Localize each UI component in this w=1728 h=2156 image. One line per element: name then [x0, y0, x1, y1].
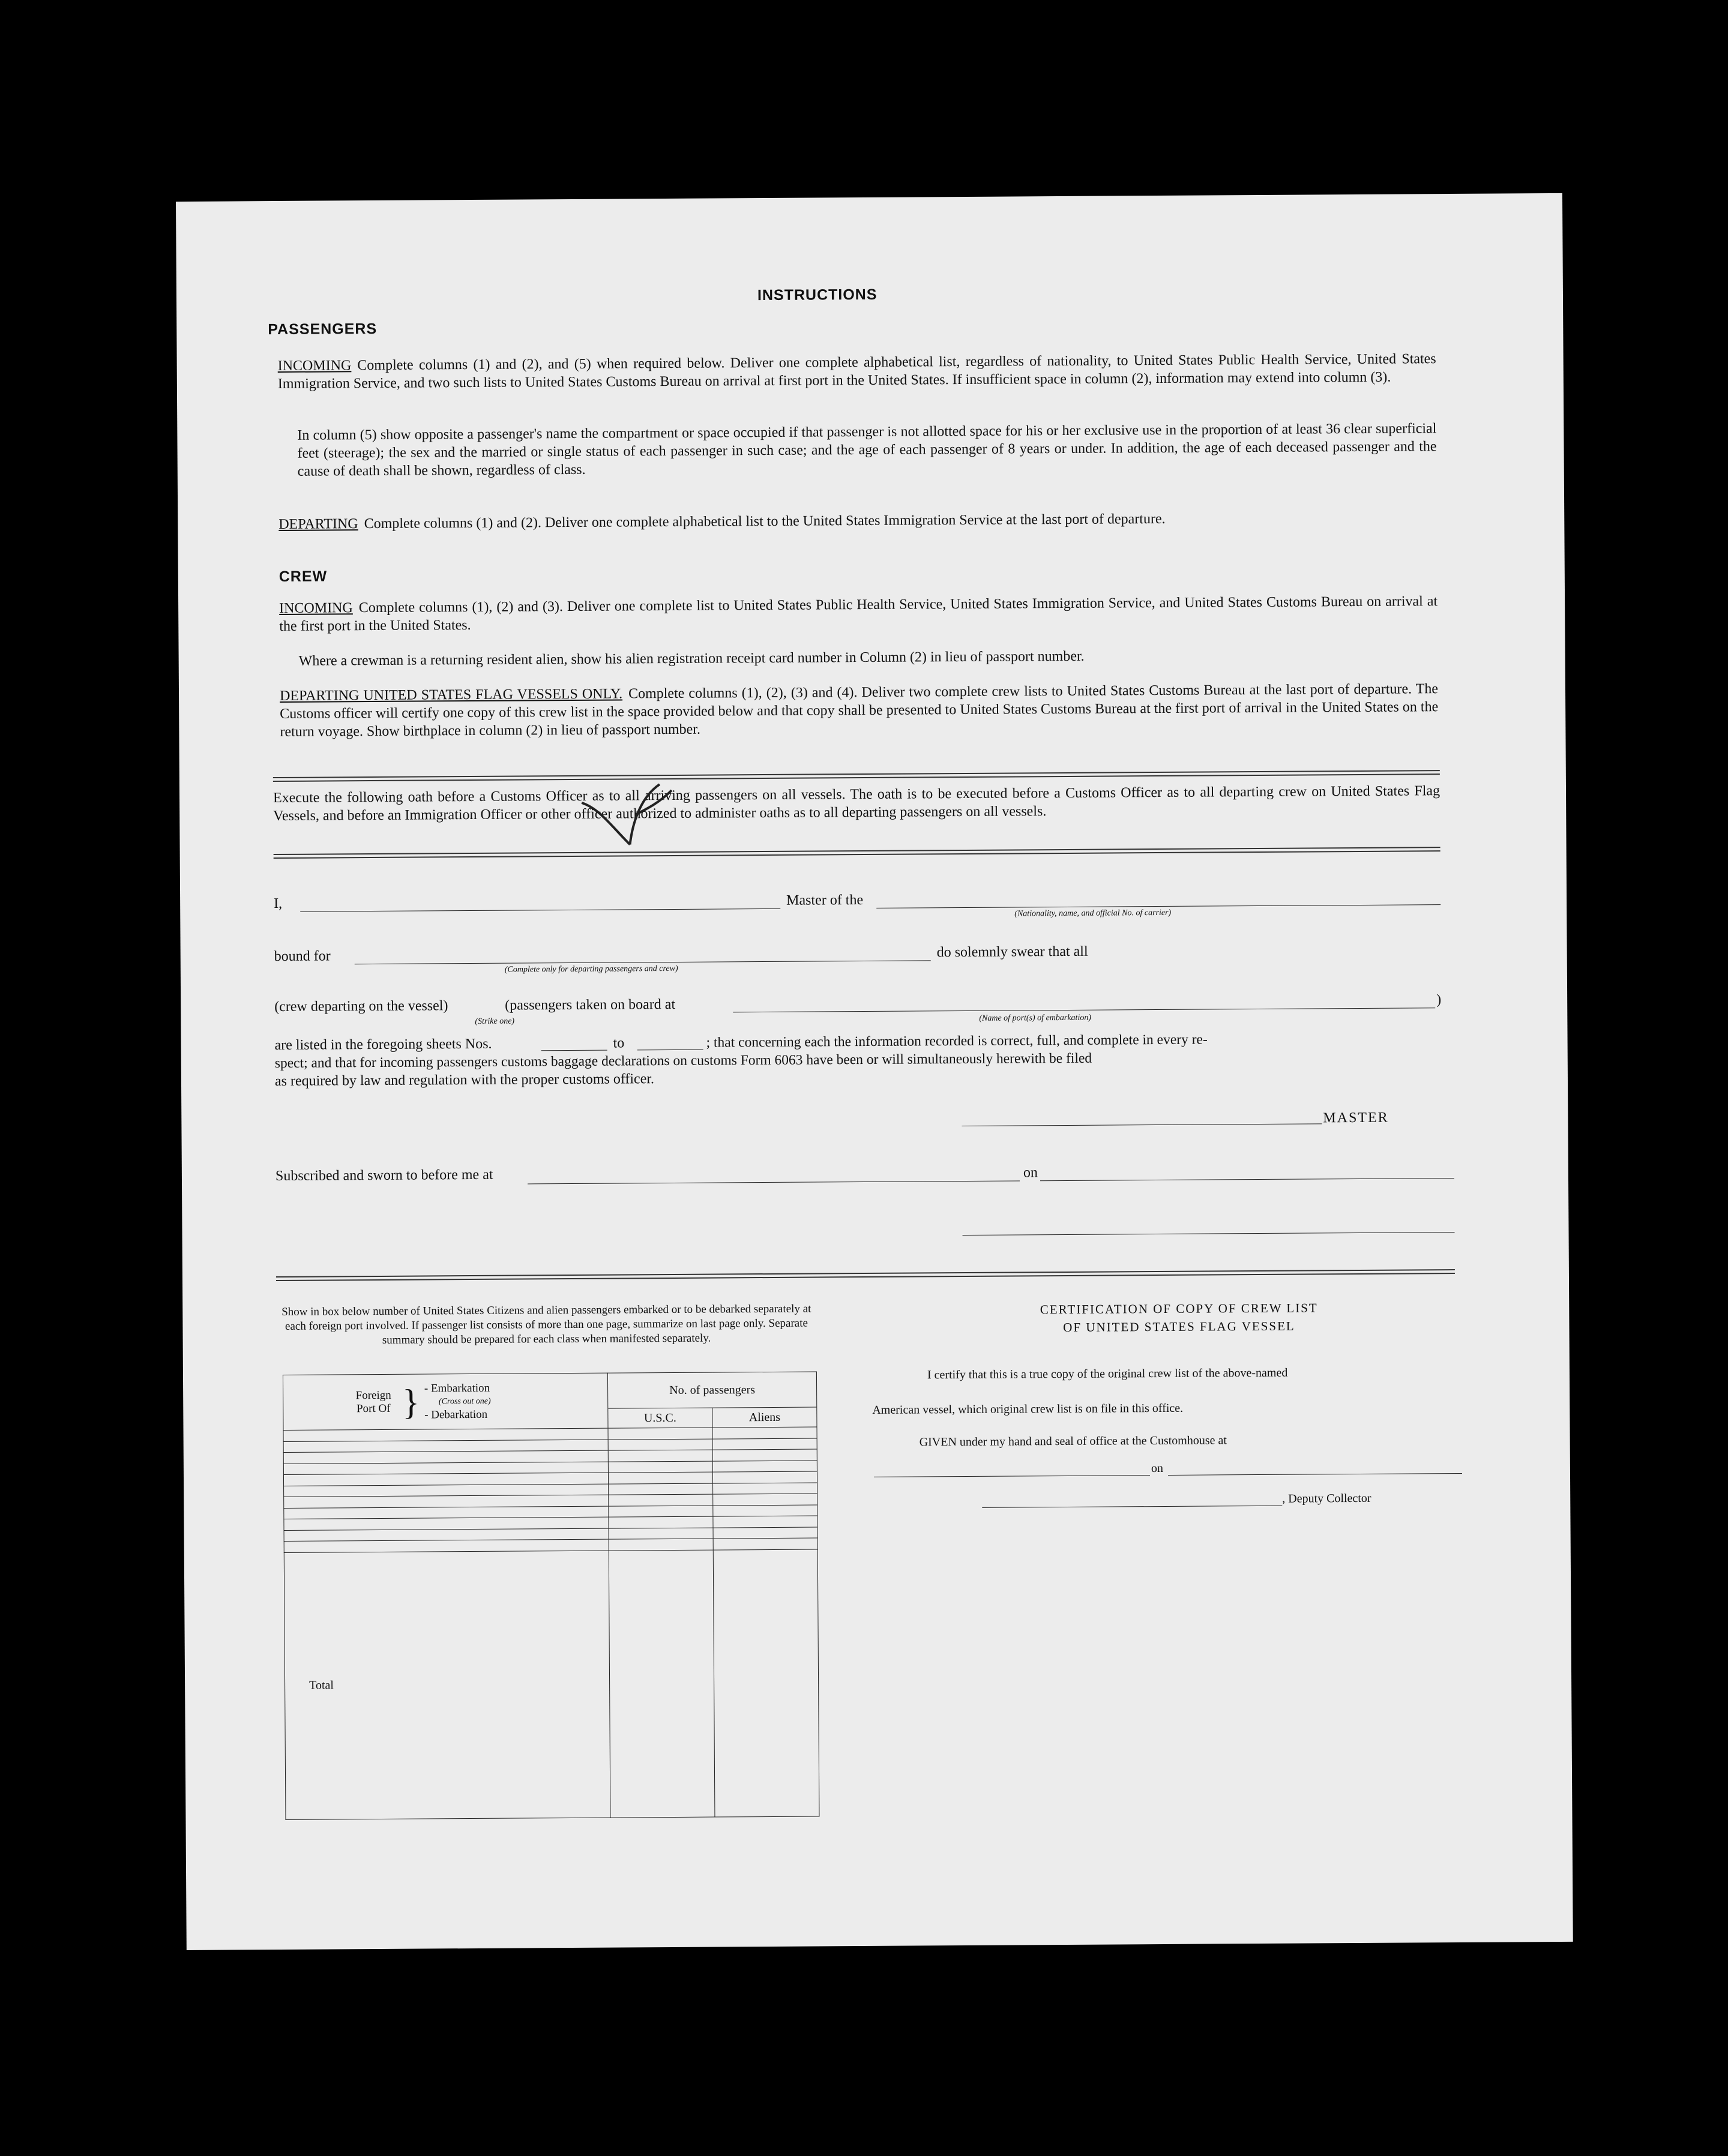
master-name-field[interactable] — [300, 908, 780, 912]
usc-cell[interactable] — [609, 1494, 713, 1506]
listed-to: to — [613, 1035, 625, 1051]
officer-signature-field[interactable] — [963, 1232, 1455, 1236]
aliens-cell[interactable] — [712, 1438, 817, 1450]
passengers-heading: PASSENGERS — [268, 320, 378, 338]
brace-glyph: } — [402, 1382, 420, 1422]
certify-text: I certify that this is a true copy of the original crew list of the above-named — [927, 1366, 1288, 1382]
port-note: (Name of port(s) of embarkation) — [979, 1013, 1092, 1023]
document-title: INSTRUCTIONS — [757, 286, 878, 304]
usc-cell[interactable] — [609, 1506, 713, 1518]
carrier-note: (Nationality, name, and official No. of carrier) — [1014, 908, 1172, 919]
master-label: MASTER — [1323, 1110, 1389, 1126]
oath-intro: Execute the following oath before a Customs Officer as to all arriving passengers on all vessels. The oath is to be executed before a Customs Officer as to all departing crew on United States Flag Vessels, and before an Immigration Officer or other officer authorized to administer oaths as to all departing passengers on all vessels. — [272, 783, 1441, 824]
embarkation-port-field[interactable] — [733, 1007, 1435, 1012]
sworn-date-field[interactable] — [1040, 1178, 1454, 1181]
no-of-passengers-label: No. of passengers — [608, 1372, 816, 1409]
certification-title — [963, 1299, 1395, 1337]
aliens-cell[interactable] — [713, 1505, 817, 1517]
bound-for-note: (Complete only for departing passengers and crew) — [504, 964, 678, 974]
passenger-option: (passengers taken on board at — [505, 996, 676, 1013]
crew-option: (crew departing on the vessel) — [274, 998, 448, 1015]
aliens-cell[interactable] — [712, 1449, 817, 1461]
crew-incoming-label: INCOMING — [279, 600, 353, 616]
close-paren: ) — [1436, 992, 1442, 1008]
column5-paragraph: In column (5) show opposite a passenger's name the compartment or space occupied if that passenger is not allotted space for his or her exclusive use in the proportion of at least 36 clear superficial feet (steerage); the sex and the married or single status of each passenger in such case; and the age of each passenger of 8 years or under. In addition, the age of each deceased passenger and the cause of death shall be shown, regardless of class. — [297, 421, 1437, 479]
oath-line-2: spect; and that for incoming passengers customs baggage declarations on customs Form 6063 have been or will simultaneously herewith be filed — [274, 1050, 1092, 1072]
usc-cell[interactable] — [609, 1539, 713, 1551]
certification-title-line-2: OF UNITED STATES FLAG VESSEL — [1063, 1318, 1295, 1335]
sheet-to-field[interactable] — [637, 1049, 703, 1051]
american-vessel-text: American vessel, which original crew list is on file in this office. — [872, 1401, 1184, 1417]
cross-out-note: (Cross out one) — [438, 1396, 491, 1406]
total-usc-cell[interactable] — [609, 1550, 715, 1818]
deputy-signature-field[interactable] — [982, 1506, 1282, 1508]
aliens-cell[interactable] — [712, 1461, 817, 1473]
sworn-place-field[interactable] — [528, 1180, 1020, 1184]
usc-cell[interactable] — [608, 1428, 712, 1440]
deputy-collector-label: , Deputy Collector — [1282, 1491, 1371, 1506]
debarkation-label: - Debarkation — [424, 1408, 488, 1422]
passengers-departing-label: DEPARTING — [278, 516, 358, 532]
passengers-departing-text: Complete columns (1) and (2). Deliver one complete alphabetical list to the United States Immigration Service at the last port of departure. — [364, 511, 1166, 532]
aliens-cell[interactable] — [712, 1471, 817, 1483]
aliens-cell[interactable] — [713, 1527, 817, 1539]
embarkation-label: - Embarkation — [424, 1381, 490, 1395]
crew-incoming-paragraph — [279, 592, 1437, 635]
strike-note: (Strike one) — [475, 1016, 515, 1026]
port-header-cell — [283, 1373, 608, 1430]
aliens-cell[interactable] — [713, 1483, 817, 1495]
oath-line-3: as required by law and regulation with the proper customs officer. — [274, 1071, 655, 1090]
passenger-count-header — [607, 1372, 817, 1428]
document-page — [176, 193, 1573, 1950]
subscribed-label: Subscribed and sworn to before me at — [275, 1167, 493, 1185]
passenger-summary-table — [283, 1372, 820, 1820]
cert-date-field[interactable] — [1168, 1473, 1462, 1476]
cert-on-label: on — [1151, 1461, 1163, 1476]
section-divider — [273, 770, 1440, 782]
usc-cell[interactable] — [608, 1472, 712, 1484]
certification-title-line-1: CERTIFICATION OF COPY OF CREW LIST — [1040, 1300, 1318, 1317]
usc-cell[interactable] — [608, 1439, 712, 1451]
crew-flag-paragraph — [280, 680, 1439, 741]
bound-for-field[interactable] — [355, 960, 931, 964]
aliens-header: Aliens — [748, 1410, 781, 1425]
aliens-cell[interactable] — [713, 1494, 817, 1506]
crew-heading: CREW — [278, 568, 328, 585]
summary-instructions: Show in box below number of United States Citizens and alien passengers embarked or to be debarked separately at each foreign port involved. If passenger list consists of more than one page, summarize on last page only. Separate summary should be prepared for each class when manifested separately. — [281, 1302, 811, 1347]
crew-resident-paragraph: Where a crewman is a returning resident alien, show his alien registration receipt card number in Column (2) in lieu of passport number. — [298, 648, 1085, 669]
usc-cell[interactable] — [608, 1461, 712, 1473]
total-row — [284, 1549, 819, 1820]
aliens-cell[interactable] — [713, 1516, 817, 1528]
aliens-cell[interactable] — [713, 1538, 817, 1550]
crew-incoming-text: Complete columns (1), (2) and (3). Deliver one complete list to United States Public Health Service, United States Immigration Service, and United States Customs Bureau on arrival at the first port in the United States. — [279, 593, 1438, 634]
master-of-label: Master of the — [786, 892, 864, 908]
master-signature-field[interactable] — [962, 1123, 1322, 1126]
sworn-on-label: on — [1023, 1165, 1038, 1181]
listed-pre: are listed in the foregoing sheets Nos. — [274, 1036, 492, 1054]
crew-flag-label: DEPARTING UNITED STATES FLAG VESSELS ONLY. — [279, 686, 623, 704]
passengers-incoming-text: Complete columns (1) and (2), and (5) when required below. Deliver one complete alphabetical list, regardless of nationality, to United States Public Health Service, United States Immigration Service, and two such lists to United States Customs Bureau on arrival at first port in the United States. If insufficient space in column (2), information may extend into column (3). — [277, 351, 1436, 392]
lower-divider — [276, 1269, 1455, 1281]
usc-cell[interactable] — [609, 1516, 713, 1528]
crew-flag-text: Complete columns (1), (2), (3) and (4). Deliver two complete crew lists to United States Customs Bureau at the last port of departure. The Customs officer will certify one copy of this crew list in the space provided below and that copy shall be presented to United States Customs Bureau at the first port of arrival in the United States on the return voyage. Show birthplace in column (2) in lieu of passport number. — [280, 681, 1439, 740]
foreign-port-label: Foreign Port Of — [355, 1389, 391, 1415]
total-label: Total — [284, 1551, 610, 1819]
bound-for-label: bound for — [274, 948, 331, 965]
customhouse-field[interactable] — [874, 1475, 1150, 1477]
usc-cell[interactable] — [609, 1483, 713, 1495]
passengers-departing-paragraph — [278, 508, 1437, 533]
aliens-cell[interactable] — [712, 1427, 817, 1439]
usc-cell[interactable] — [609, 1528, 713, 1540]
passengers-incoming-paragraph — [278, 350, 1436, 393]
handwritten-mark — [576, 778, 678, 851]
passengers-incoming-label: INCOMING — [277, 358, 352, 374]
usc-header: U.S.C. — [608, 1408, 712, 1428]
swear-text: do solemnly swear that all — [936, 943, 1088, 961]
given-text: GIVEN under my hand and seal of office at the Customhouse at — [919, 1434, 1227, 1449]
sheet-from-field[interactable] — [541, 1050, 607, 1051]
usc-cell[interactable] — [608, 1450, 712, 1462]
total-aliens-cell[interactable] — [713, 1549, 819, 1817]
listed-post: ; that concerning each the information recorded is correct, full, and complete in every re- — [706, 1031, 1208, 1051]
oath-divider — [274, 847, 1441, 859]
carrier-field[interactable] — [876, 904, 1441, 908]
oath-i-label: I, — [274, 895, 283, 912]
